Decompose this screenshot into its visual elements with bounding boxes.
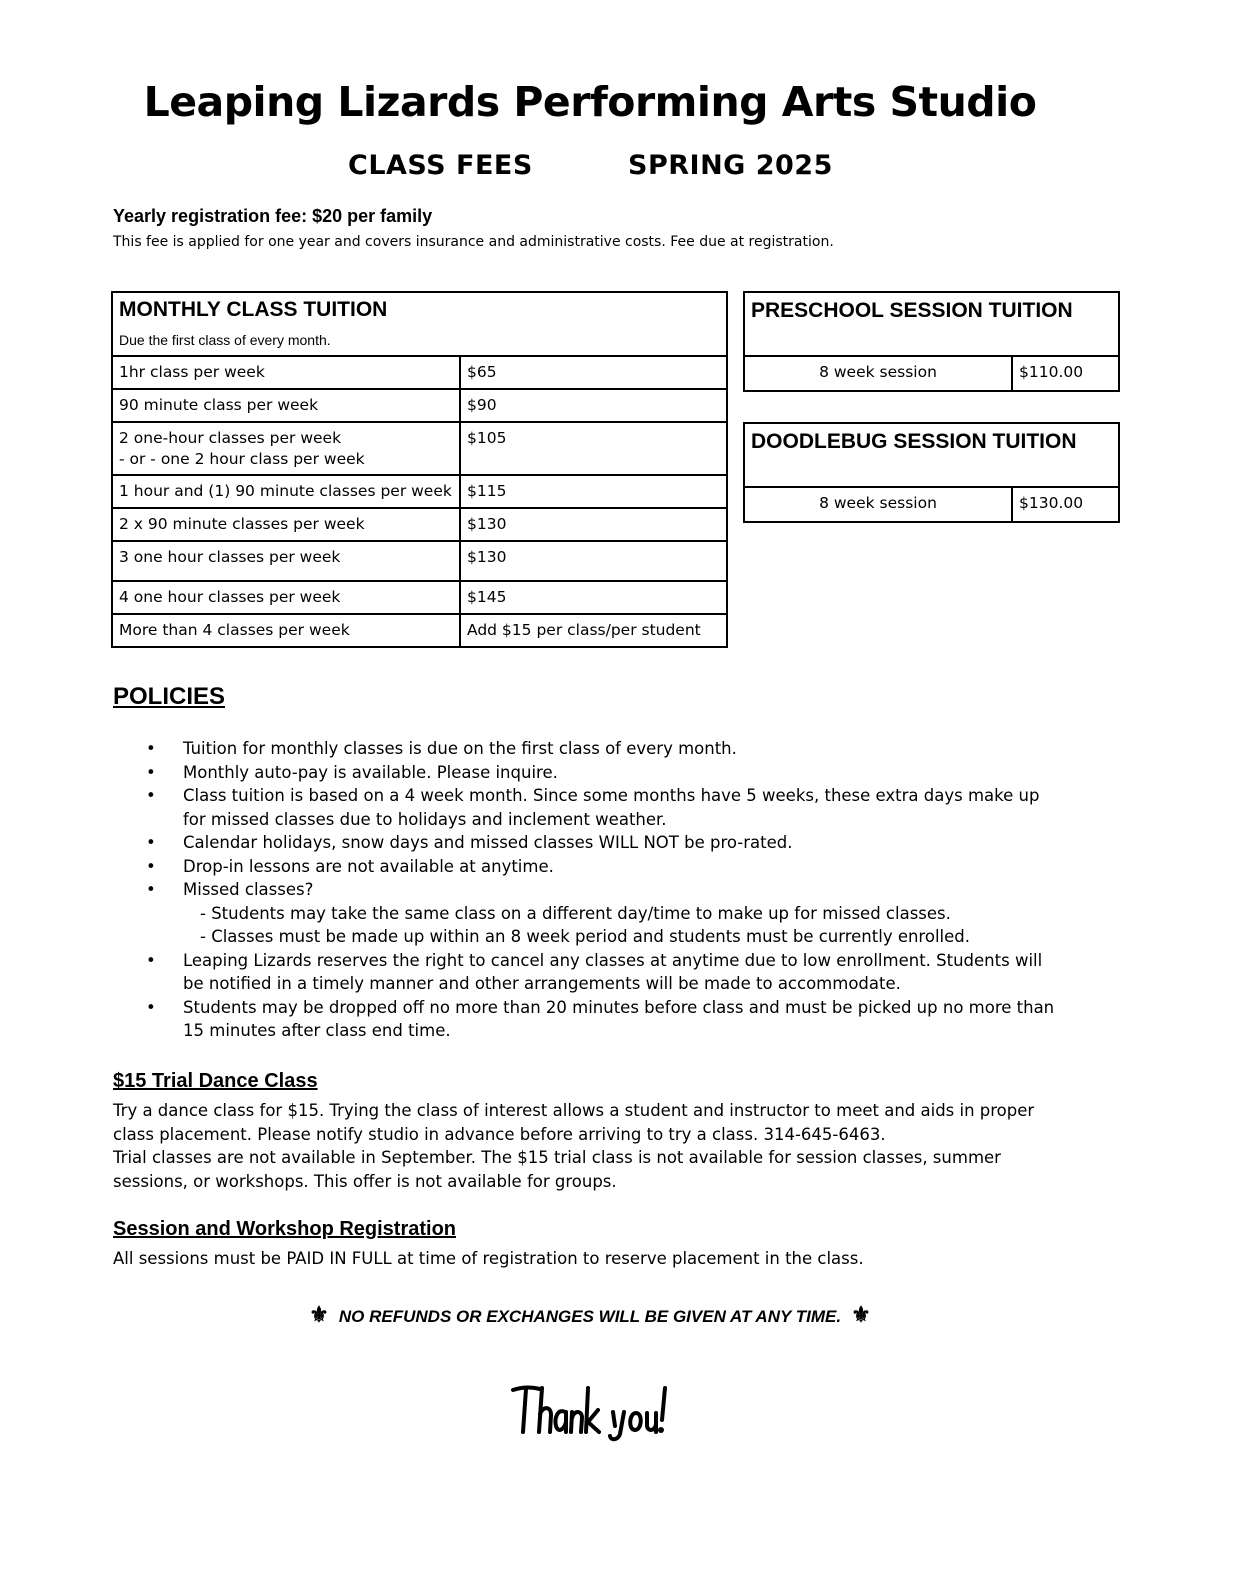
class-option-label: 3 one hour classes per week: [112, 541, 460, 581]
policy-text: Tuition for monthly classes is due on the first class of every month.: [183, 739, 737, 758]
list-item: [140, 996, 1060, 1043]
class-fees-heading: CLASS FEES: [348, 150, 533, 181]
preschool-tuition-table: [743, 291, 1120, 392]
table-row: [112, 356, 727, 389]
policy-text: Calendar holidays, snow days and missed classes WILL NOT be pro-rated.: [183, 833, 793, 852]
table-row: [112, 475, 727, 508]
list-item: [140, 878, 1060, 949]
bullet-icon: •: [146, 762, 156, 782]
registration-fee-note: This fee is applied for one year and covers insurance and administrative costs. Fee due at registration.: [113, 234, 834, 250]
policies-list: [140, 737, 1060, 1043]
table-row: [744, 487, 1119, 522]
list-item: [140, 761, 1060, 785]
class-option-price: Add $15 per class/per student: [460, 614, 727, 647]
class-option-label: 1hr class per week: [112, 356, 460, 389]
policy-text: Leaping Lizards reserves the right to cancel any classes at anytime due to low enrollment. Students will be notified in a timely manner and other arrangements will be made to accommodate.: [183, 950, 1043, 993]
table-row: [112, 508, 727, 541]
class-option-price: $65: [460, 356, 727, 389]
list-item: [140, 949, 1060, 996]
thank-you-signature: [510, 1380, 670, 1442]
preschool-tuition-title: PRESCHOOL SESSION TUITION: [744, 292, 1119, 356]
class-option-label: 1 hour and (1) 90 minute classes per week: [112, 475, 460, 508]
session-price: $130.00: [1012, 487, 1119, 522]
no-refunds-text: NO REFUNDS OR EXCHANGES WILL BE GIVEN AT ANY TIME.: [338, 1307, 842, 1326]
class-option-line: 2 one-hour classes per week: [119, 429, 342, 447]
trial-class-heading: $15 Trial Dance Class: [113, 1070, 318, 1092]
policies-heading: POLICIES: [113, 683, 226, 710]
table-row: [112, 581, 727, 614]
class-option-price: $130: [460, 508, 727, 541]
fleur-de-lis-icon: ⚜: [309, 1302, 329, 1327]
list-item: [140, 737, 1060, 761]
class-option-label: More than 4 classes per week: [112, 614, 460, 647]
season-heading: SPRING 2025: [628, 150, 833, 181]
class-option-label: 90 minute class per week: [112, 389, 460, 422]
registration-fee-title: Yearly registration fee: $20 per family: [113, 206, 433, 226]
bullet-icon: •: [146, 880, 156, 899]
bullet-icon: •: [146, 833, 156, 852]
policy-text: Drop-in lessons are not available at anytime.: [183, 856, 554, 876]
doodlebug-tuition-table: [743, 422, 1120, 523]
class-option-label: [112, 422, 460, 475]
monthly-tuition-header: [112, 292, 727, 356]
table-row: [112, 541, 727, 581]
policy-text: Missed classes?: [183, 880, 314, 899]
bullet-icon: •: [146, 786, 156, 805]
session-registration-heading: Session and Workshop Registration: [113, 1218, 457, 1240]
policy-text: Monthly auto-pay is available. Please inquire.: [183, 762, 558, 782]
table-row: [744, 356, 1119, 391]
no-refunds-notice: [0, 1302, 1180, 1328]
policy-text: Students may be dropped off no more than 20 minutes before class and must be picked up no more than 15 minutes after class end time.: [183, 997, 1055, 1040]
trial-class-paragraph: Trial classes are not available in September. The $15 trial class is not available for session classes, summer sessions, or workshops. This offer is not available for groups.: [113, 1148, 1001, 1191]
bullet-icon: •: [146, 997, 156, 1017]
missed-class-subitem: - Classes must be made up within an 8 week period and students must be currently enrolled.: [200, 927, 970, 946]
monthly-tuition-table: [111, 291, 728, 648]
class-option-label: 4 one hour classes per week: [112, 581, 460, 614]
class-option-price: $115: [460, 475, 727, 508]
monthly-tuition-title: MONTHLY CLASS TUITION: [119, 298, 388, 321]
table-row: [112, 389, 727, 422]
session-registration-text: All sessions must be PAID IN FULL at time of registration to reserve placement in the class.: [113, 1249, 864, 1268]
list-item: [140, 855, 1060, 879]
doodlebug-tuition-title: DOODLEBUG SESSION TUITION: [744, 423, 1119, 487]
bullet-icon: •: [146, 856, 156, 876]
table-row: [112, 614, 727, 647]
session-length: 8 week session: [744, 487, 1012, 522]
class-option-label: 2 x 90 minute classes per week: [112, 508, 460, 541]
session-length: 8 week session: [744, 356, 1012, 391]
monthly-tuition-note: Due the first class of every month.: [119, 332, 331, 348]
table-row: [112, 422, 727, 475]
policy-text: Class tuition is based on a 4 week month. Since some months have 5 weeks, these extra days make up for missed classes due to holidays and inclement weather.: [183, 786, 1040, 829]
class-option-price: $90: [460, 389, 727, 422]
missed-class-subitem: - Students may take the same class on a different day/time to make up for missed classes.: [200, 903, 951, 923]
trial-class-text: [113, 1099, 1073, 1193]
fleur-de-lis-icon: ⚜: [851, 1302, 871, 1327]
trial-class-paragraph: Try a dance class for $15. Trying the class of interest allows a student and instructor to meet and aids in proper class placement. Please notify studio in advance before arriving to try a class. 314-645-6463.: [113, 1101, 1035, 1144]
session-price: $110.00: [1012, 356, 1119, 391]
list-item: [140, 831, 1060, 855]
class-option-price: $145: [460, 581, 727, 614]
bullet-icon: •: [146, 739, 156, 758]
class-option-price: $130: [460, 541, 727, 581]
list-item: [140, 784, 1060, 831]
class-option-price: $105: [460, 422, 727, 475]
class-option-line: - or - one 2 hour class per week: [119, 450, 365, 468]
studio-title: Leaping Lizards Performing Arts Studio: [143, 78, 1037, 126]
bullet-icon: •: [146, 950, 156, 970]
